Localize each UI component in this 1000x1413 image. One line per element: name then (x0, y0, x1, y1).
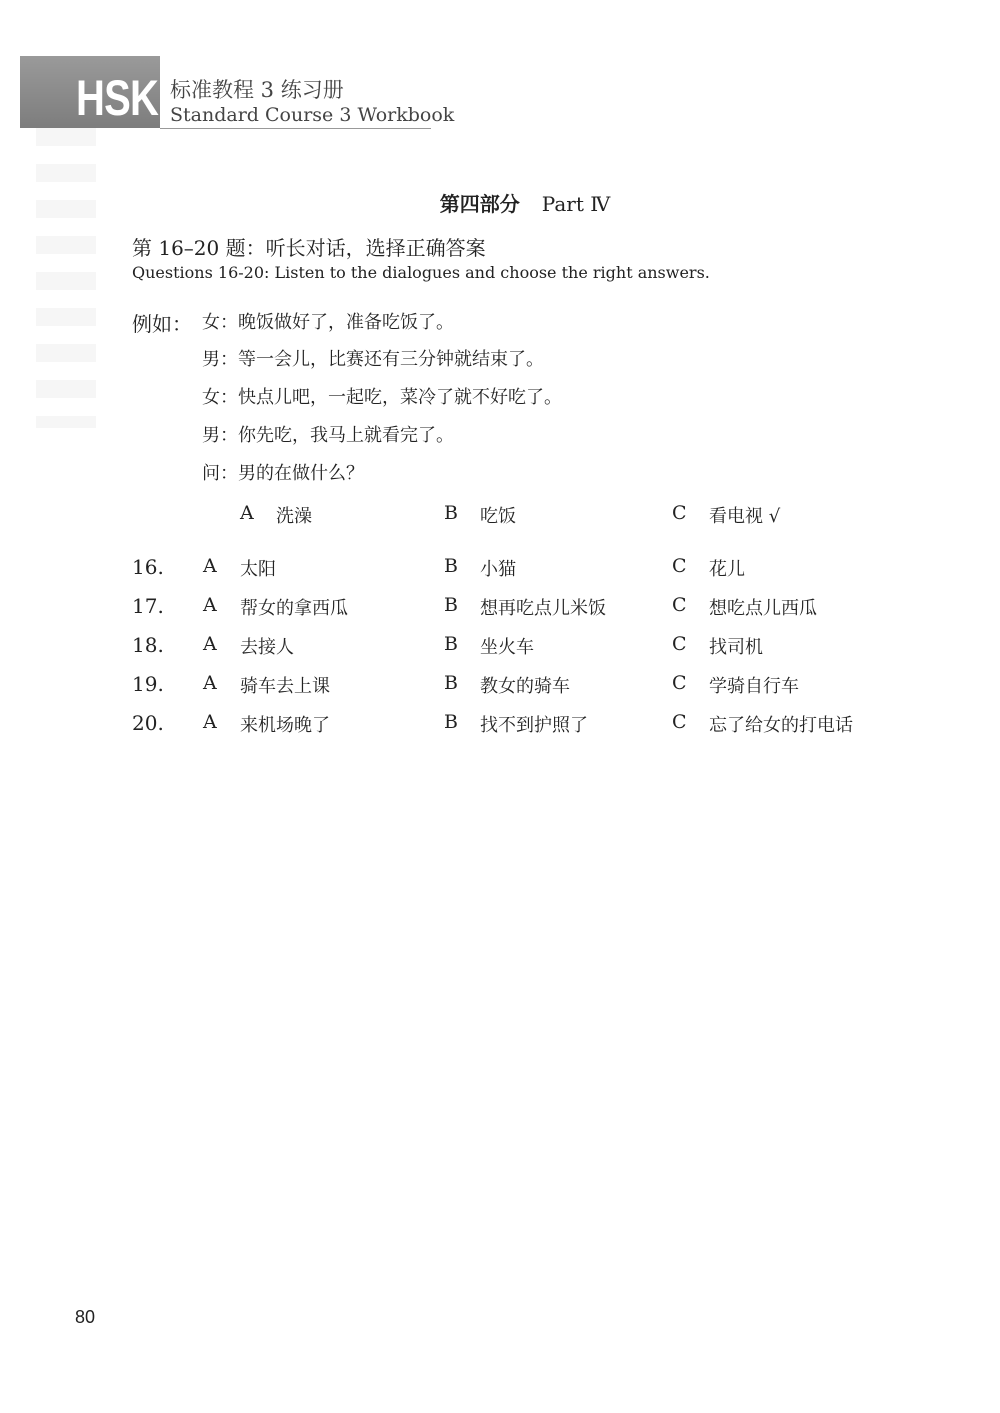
example-line: 女：快点儿吧，一起吃，菜冷了就不好吃了。 (202, 387, 562, 408)
hsk-logo: HSK (76, 70, 159, 126)
option-letter: B (444, 633, 458, 655)
option-text: 教女的骑车 (480, 676, 570, 697)
example-option-letter: B (444, 502, 458, 524)
instructions-cn: 第 16–20 题：听长对话，选择正确答案 (132, 236, 486, 260)
option-text: 小猫 (480, 559, 516, 580)
question-number: 18. (132, 633, 164, 657)
example-option-text: 看电视 √ (709, 506, 781, 527)
option-text: 骑车去上课 (240, 676, 330, 697)
section-title-cn: 第四部分 (439, 192, 520, 216)
header-decoration (36, 128, 96, 428)
option-letter: C (672, 711, 687, 733)
example-option-letter: C (672, 502, 687, 524)
header-underline (160, 128, 431, 129)
option-text: 想再吃点儿米饭 (480, 598, 606, 619)
example-label: 例如： (132, 312, 192, 336)
option-letter: A (203, 633, 217, 655)
option-letter: B (444, 555, 458, 577)
instructions-en: Questions 16-20: Listen to the dialogues and choose the right answers. (132, 263, 710, 282)
example-option-text: 洗澡 (276, 506, 312, 527)
option-text: 找不到护照了 (480, 715, 588, 736)
option-text: 学骑自行车 (709, 676, 799, 697)
option-text: 去接人 (240, 637, 294, 658)
book-title-cn: 标准教程 3 练习册 (170, 78, 344, 102)
section-title-en: Part Ⅳ (541, 192, 611, 216)
example-option-text: 吃饭 (480, 506, 516, 527)
option-letter: C (672, 594, 687, 616)
option-text: 忘了给女的打电话 (709, 715, 853, 736)
question-number: 20. (132, 711, 164, 735)
option-letter: C (672, 672, 687, 694)
section-title (0, 188, 1000, 217)
example-question: 问：男的在做什么？ (202, 463, 364, 484)
example-option-letter: A (240, 502, 254, 524)
example-line: 男：等一会儿，比赛还有三分钟就结束了。 (202, 349, 544, 370)
book-title-en: Standard Course 3 Workbook (170, 104, 455, 126)
question-number: 16. (132, 555, 164, 579)
option-text: 坐火车 (480, 637, 534, 658)
option-letter: B (444, 711, 458, 733)
question-number: 19. (132, 672, 164, 696)
option-letter: B (444, 672, 458, 694)
option-letter: C (672, 633, 687, 655)
option-letter: A (203, 594, 217, 616)
option-text: 帮女的拿西瓜 (240, 598, 348, 619)
option-text: 找司机 (709, 637, 763, 658)
option-text: 来机场晚了 (240, 715, 330, 736)
option-text: 太阳 (240, 559, 276, 580)
example-line: 女：晚饭做好了，准备吃饭了。 (202, 312, 454, 333)
option-text: 想吃点儿西瓜 (709, 598, 817, 619)
example-line: 男：你先吃，我马上就看完了。 (202, 425, 454, 446)
option-letter: A (203, 672, 217, 694)
option-text: 花儿 (709, 559, 745, 580)
option-letter: A (203, 555, 217, 577)
question-number: 17. (132, 594, 164, 618)
page-number: 80 (75, 1307, 96, 1327)
option-letter: A (203, 711, 217, 733)
option-letter: C (672, 555, 687, 577)
option-letter: B (444, 594, 458, 616)
